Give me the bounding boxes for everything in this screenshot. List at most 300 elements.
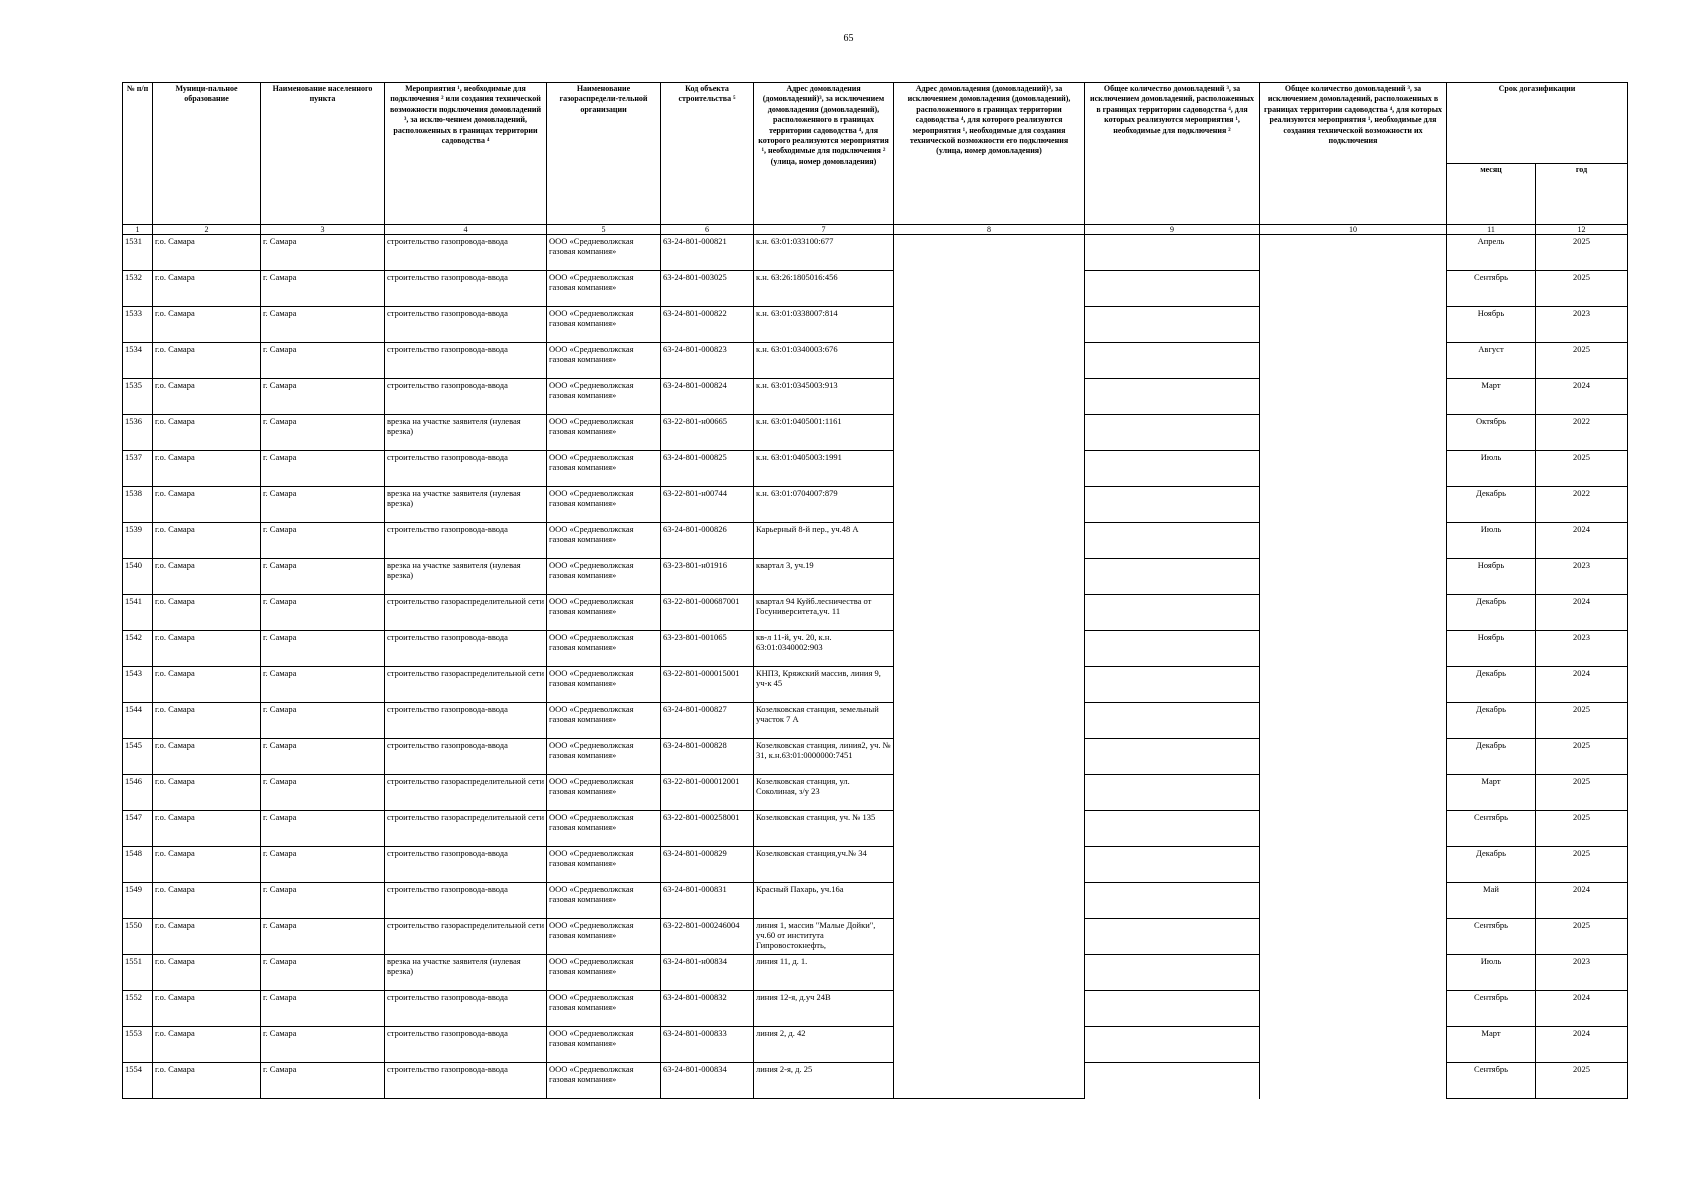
row-number: 1547 (123, 811, 153, 847)
municipality-cell: г.о. Самара (153, 487, 261, 523)
municipality-cell: г.о. Самара (153, 667, 261, 703)
count-connection-cell (1085, 271, 1260, 307)
header-address-technical: Адрес домовладения (домовладений)³, за исключением домовладения (домовладений), расположенного в границах территории садоводства ⁴, для которого реализуются мероприятия ¹, необходимые для создания технической возможности его подключения (улица, номер домовладения) (894, 83, 1085, 225)
organization-cell: ООО «Средневолжская газовая компания» (547, 523, 661, 559)
month-cell: Декабрь (1447, 847, 1536, 883)
address-cell: Красный Пахарь, уч.16а (754, 883, 894, 919)
address-technical-cell (894, 667, 1085, 703)
municipality-cell: г.о. Самара (153, 1063, 261, 1099)
address-cell: линия 11, д. 1. (754, 955, 894, 991)
count-technical-cell (1260, 487, 1447, 523)
count-technical-cell (1260, 343, 1447, 379)
locality-cell: г. Самара (261, 775, 385, 811)
object-code-cell: 63-22-801-000012001 (661, 775, 754, 811)
month-cell: Ноябрь (1447, 307, 1536, 343)
table-row (123, 739, 1628, 775)
row-number: 1554 (123, 1063, 153, 1099)
activity-cell: строительство газораспределительной сети (385, 775, 547, 811)
municipality-cell: г.о. Самара (153, 739, 261, 775)
gasification-table (122, 82, 1628, 1099)
municipality-cell: г.о. Самара (153, 235, 261, 271)
object-code-cell: 63-24-801-н00834 (661, 955, 754, 991)
header-count-technical: Общее количество домовладений ³, за исключением домовладений, расположенных в границах территории садоводства ⁴, для которых реализуются мероприятия ¹, необходимые для создания технической возможности их подключения (1260, 83, 1447, 225)
year-cell: 2022 (1536, 415, 1628, 451)
year-cell: 2025 (1536, 739, 1628, 775)
object-code-cell: 63-22-801-н00744 (661, 487, 754, 523)
count-technical-cell (1260, 379, 1447, 415)
table-row (123, 811, 1628, 847)
object-code-cell: 63-22-801-000015001 (661, 667, 754, 703)
organization-cell: ООО «Средневолжская газовая компания» (547, 847, 661, 883)
year-cell: 2022 (1536, 487, 1628, 523)
activity-cell: строительство газопровода-ввода (385, 307, 547, 343)
address-technical-cell (894, 991, 1085, 1027)
count-connection-cell (1085, 451, 1260, 487)
address-cell: к.н. 63:01:033100:677 (754, 235, 894, 271)
header-address-connection: Адрес домовладения (домовладений)³, за исключением домовладения (домовладений), расположенного в границах территории садоводства ⁴, для которого реализуются мероприятия ¹, необходимые для подключения ² (улица, номер домовладения) (754, 83, 894, 225)
activity-cell: строительство газопровода-ввода (385, 451, 547, 487)
table-row (123, 775, 1628, 811)
table-row (123, 991, 1628, 1027)
row-number: 1543 (123, 667, 153, 703)
address-cell: квартал 94 Куйб.лесничества от Госуниверситета,уч. 11 (754, 595, 894, 631)
locality-cell: г. Самара (261, 559, 385, 595)
object-code-cell: 63-23-801-н01916 (661, 559, 754, 595)
column-number: 3 (261, 225, 385, 235)
activity-cell: строительство газопровода-ввода (385, 631, 547, 667)
header-term: Срок догазификации (1447, 83, 1628, 164)
organization-cell: ООО «Средневолжская газовая компания» (547, 703, 661, 739)
count-connection-cell (1085, 1063, 1260, 1099)
organization-cell: ООО «Средневолжская газовая компания» (547, 919, 661, 955)
activity-cell: строительство газопровода-ввода (385, 1063, 547, 1099)
month-cell: Июль (1447, 451, 1536, 487)
table-row (123, 487, 1628, 523)
row-number: 1540 (123, 559, 153, 595)
address-technical-cell (894, 595, 1085, 631)
count-connection-cell (1085, 739, 1260, 775)
activity-cell: строительство газопровода-ввода (385, 703, 547, 739)
month-cell: Декабрь (1447, 667, 1536, 703)
address-technical-cell (894, 523, 1085, 559)
month-cell: Декабрь (1447, 487, 1536, 523)
row-number: 1536 (123, 415, 153, 451)
activity-cell: строительство газораспределительной сети (385, 811, 547, 847)
address-cell: к.н. 63:01:0340003:676 (754, 343, 894, 379)
organization-cell: ООО «Средневолжская газовая компания» (547, 991, 661, 1027)
count-technical-cell (1260, 811, 1447, 847)
locality-cell: г. Самара (261, 271, 385, 307)
count-connection-cell (1085, 343, 1260, 379)
count-connection-cell (1085, 487, 1260, 523)
header-locality: Наименование населенного пункта (261, 83, 385, 225)
object-code-cell: 63-24-801-000828 (661, 739, 754, 775)
month-cell: Ноябрь (1447, 559, 1536, 595)
object-code-cell: 63-22-801-000258001 (661, 811, 754, 847)
count-connection-cell (1085, 235, 1260, 271)
object-code-cell: 63-24-801-000821 (661, 235, 754, 271)
count-connection-cell (1085, 703, 1260, 739)
activity-cell: строительство газораспределительной сети (385, 919, 547, 955)
organization-cell: ООО «Средневолжская газовая компания» (547, 775, 661, 811)
year-cell: 2025 (1536, 703, 1628, 739)
table-row (123, 451, 1628, 487)
organization-cell: ООО «Средневолжская газовая компания» (547, 811, 661, 847)
month-cell: Сентябрь (1447, 271, 1536, 307)
municipality-cell: г.о. Самара (153, 451, 261, 487)
count-technical-cell (1260, 703, 1447, 739)
municipality-cell: г.о. Самара (153, 847, 261, 883)
row-number: 1538 (123, 487, 153, 523)
organization-cell: ООО «Средневолжская газовая компания» (547, 883, 661, 919)
header-year: год (1536, 164, 1628, 225)
month-cell: Декабрь (1447, 703, 1536, 739)
locality-cell: г. Самара (261, 523, 385, 559)
locality-cell: г. Самара (261, 955, 385, 991)
organization-cell: ООО «Средневолжская газовая компания» (547, 667, 661, 703)
object-code-cell: 63-22-801-000246004 (661, 919, 754, 955)
activity-cell: врезка на участке заявителя (нулевая врезка) (385, 415, 547, 451)
activity-cell: строительство газопровода-ввода (385, 883, 547, 919)
address-technical-cell (894, 451, 1085, 487)
address-technical-cell (894, 415, 1085, 451)
header-row-number: № п/п (123, 83, 153, 225)
row-number: 1541 (123, 595, 153, 631)
organization-cell: ООО «Средневолжская газовая компания» (547, 235, 661, 271)
table-row (123, 667, 1628, 703)
count-connection-cell (1085, 631, 1260, 667)
object-code-cell: 63-24-801-000834 (661, 1063, 754, 1099)
address-technical-cell (894, 559, 1085, 595)
year-cell: 2025 (1536, 451, 1628, 487)
address-technical-cell (894, 883, 1085, 919)
row-number: 1537 (123, 451, 153, 487)
count-connection-cell (1085, 955, 1260, 991)
municipality-cell: г.о. Самара (153, 271, 261, 307)
count-connection-cell (1085, 1027, 1260, 1063)
locality-cell: г. Самара (261, 847, 385, 883)
table-row (123, 379, 1628, 415)
address-technical-cell (894, 343, 1085, 379)
year-cell: 2025 (1536, 271, 1628, 307)
address-technical-cell (894, 631, 1085, 667)
table-row (123, 847, 1628, 883)
locality-cell: г. Самара (261, 667, 385, 703)
count-technical-cell (1260, 775, 1447, 811)
table-row (123, 559, 1628, 595)
count-technical-cell (1260, 631, 1447, 667)
organization-cell: ООО «Средневолжская газовая компания» (547, 343, 661, 379)
count-technical-cell (1260, 847, 1447, 883)
month-cell: Сентябрь (1447, 1063, 1536, 1099)
municipality-cell: г.о. Самара (153, 523, 261, 559)
month-cell: Сентябрь (1447, 811, 1536, 847)
municipality-cell: г.о. Самара (153, 883, 261, 919)
count-connection-cell (1085, 559, 1260, 595)
year-cell: 2024 (1536, 379, 1628, 415)
activity-cell: строительство газопровода-ввода (385, 739, 547, 775)
count-connection-cell (1085, 523, 1260, 559)
address-technical-cell (894, 379, 1085, 415)
count-connection-cell (1085, 379, 1260, 415)
count-connection-cell (1085, 775, 1260, 811)
year-cell: 2024 (1536, 523, 1628, 559)
month-cell: Март (1447, 1027, 1536, 1063)
address-cell: квартал 3, уч.19 (754, 559, 894, 595)
address-technical-cell (894, 235, 1085, 271)
count-technical-cell (1260, 1027, 1447, 1063)
year-cell: 2025 (1536, 235, 1628, 271)
object-code-cell: 63-24-801-003025 (661, 271, 754, 307)
row-number: 1548 (123, 847, 153, 883)
locality-cell: г. Самара (261, 1063, 385, 1099)
month-cell: Сентябрь (1447, 991, 1536, 1027)
count-connection-cell (1085, 595, 1260, 631)
column-number: 11 (1447, 225, 1536, 235)
municipality-cell: г.о. Самара (153, 703, 261, 739)
row-number: 1551 (123, 955, 153, 991)
month-cell: Сентябрь (1447, 919, 1536, 955)
address-technical-cell (894, 811, 1085, 847)
month-cell: Декабрь (1447, 739, 1536, 775)
count-technical-cell (1260, 235, 1447, 271)
address-cell: к.н. 63:26:1805016:456 (754, 271, 894, 307)
municipality-cell: г.о. Самара (153, 991, 261, 1027)
count-technical-cell (1260, 883, 1447, 919)
locality-cell: г. Самара (261, 343, 385, 379)
column-number: 8 (894, 225, 1085, 235)
locality-cell: г. Самара (261, 1027, 385, 1063)
row-number: 1539 (123, 523, 153, 559)
table-row (123, 523, 1628, 559)
month-cell: Июль (1447, 523, 1536, 559)
organization-cell: ООО «Средневолжская газовая компания» (547, 595, 661, 631)
activity-cell: строительство газопровода-ввода (385, 343, 547, 379)
locality-cell: г. Самара (261, 811, 385, 847)
header-object-code: Код объекта строительства ⁵ (661, 83, 754, 225)
locality-cell: г. Самара (261, 883, 385, 919)
count-technical-cell (1260, 955, 1447, 991)
address-cell: к.н. 63:01:0704007:879 (754, 487, 894, 523)
address-cell: линия 12-я, д.уч 24В (754, 991, 894, 1027)
table-row (123, 919, 1628, 955)
address-technical-cell (894, 739, 1085, 775)
locality-cell: г. Самара (261, 703, 385, 739)
table-body (123, 235, 1628, 1099)
row-number: 1535 (123, 379, 153, 415)
row-number: 1553 (123, 1027, 153, 1063)
activity-cell: врезка на участке заявителя (нулевая врезка) (385, 487, 547, 523)
count-connection-cell (1085, 811, 1260, 847)
year-cell: 2023 (1536, 955, 1628, 991)
locality-cell: г. Самара (261, 415, 385, 451)
table-row (123, 343, 1628, 379)
object-code-cell: 63-24-801-000824 (661, 379, 754, 415)
row-number: 1552 (123, 991, 153, 1027)
row-number: 1549 (123, 883, 153, 919)
municipality-cell: г.о. Самара (153, 955, 261, 991)
activity-cell: строительство газопровода-ввода (385, 847, 547, 883)
count-connection-cell (1085, 415, 1260, 451)
month-cell: Май (1447, 883, 1536, 919)
row-number: 1545 (123, 739, 153, 775)
organization-cell: ООО «Средневолжская газовая компания» (547, 631, 661, 667)
year-cell: 2024 (1536, 883, 1628, 919)
locality-cell: г. Самара (261, 379, 385, 415)
activity-cell: строительство газораспределительной сети (385, 595, 547, 631)
organization-cell: ООО «Средневолжская газовая компания» (547, 307, 661, 343)
address-cell: Козелковская станция, уч. № 135 (754, 811, 894, 847)
header-count-connection: Общее количество домовладений ³, за исключением домовладений, расположенных в границах территории садоводства ⁴, для которых реализуются мероприятия ¹, необходимые для подключения ² (1085, 83, 1260, 225)
organization-cell: ООО «Средневолжская газовая компания» (547, 379, 661, 415)
count-connection-cell (1085, 847, 1260, 883)
activity-cell: строительство газопровода-ввода (385, 991, 547, 1027)
month-cell: Апрель (1447, 235, 1536, 271)
count-technical-cell (1260, 271, 1447, 307)
address-cell: к.н. 63:01:0338007:814 (754, 307, 894, 343)
object-code-cell: 63-24-801-000825 (661, 451, 754, 487)
address-cell: к.н. 63:01:0405003:1991 (754, 451, 894, 487)
year-cell: 2025 (1536, 343, 1628, 379)
object-code-cell: 63-24-801-000827 (661, 703, 754, 739)
column-number: 4 (385, 225, 547, 235)
year-cell: 2024 (1536, 991, 1628, 1027)
object-code-cell: 63-24-801-000823 (661, 343, 754, 379)
activity-cell: строительство газопровода-ввода (385, 1027, 547, 1063)
year-cell: 2024 (1536, 595, 1628, 631)
column-number: 10 (1260, 225, 1447, 235)
locality-cell: г. Самара (261, 487, 385, 523)
column-number-row (123, 225, 1628, 235)
organization-cell: ООО «Средневолжская газовая компания» (547, 487, 661, 523)
activity-cell: врезка на участке заявителя (нулевая врезка) (385, 955, 547, 991)
municipality-cell: г.о. Самара (153, 379, 261, 415)
row-number: 1532 (123, 271, 153, 307)
address-technical-cell (894, 487, 1085, 523)
object-code-cell: 63-24-801-000826 (661, 523, 754, 559)
address-technical-cell (894, 703, 1085, 739)
column-number: 9 (1085, 225, 1260, 235)
locality-cell: г. Самара (261, 991, 385, 1027)
organization-cell: ООО «Средневолжская газовая компания» (547, 1063, 661, 1099)
locality-cell: г. Самара (261, 919, 385, 955)
header-gas-organization: Наименование газораспредели-тельной организации (547, 83, 661, 225)
count-technical-cell (1260, 595, 1447, 631)
column-number: 2 (153, 225, 261, 235)
object-code-cell: 63-22-801-н00665 (661, 415, 754, 451)
address-cell: к.н. 63:01:0405001:1161 (754, 415, 894, 451)
municipality-cell: г.о. Самара (153, 1027, 261, 1063)
address-technical-cell (894, 919, 1085, 955)
organization-cell: ООО «Средневолжская газовая компания» (547, 451, 661, 487)
count-technical-cell (1260, 739, 1447, 775)
count-technical-cell (1260, 415, 1447, 451)
year-cell: 2023 (1536, 307, 1628, 343)
address-technical-cell (894, 1063, 1085, 1099)
locality-cell: г. Самара (261, 739, 385, 775)
table-row (123, 955, 1628, 991)
column-number: 5 (547, 225, 661, 235)
organization-cell: ООО «Средневолжская газовая компания» (547, 739, 661, 775)
activity-cell: строительство газопровода-ввода (385, 235, 547, 271)
locality-cell: г. Самара (261, 631, 385, 667)
count-connection-cell (1085, 667, 1260, 703)
address-technical-cell (894, 847, 1085, 883)
count-technical-cell (1260, 919, 1447, 955)
table-row (123, 883, 1628, 919)
activity-cell: строительство газораспределительной сети (385, 667, 547, 703)
count-connection-cell (1085, 307, 1260, 343)
municipality-cell: г.о. Самара (153, 307, 261, 343)
row-number: 1533 (123, 307, 153, 343)
count-connection-cell (1085, 883, 1260, 919)
row-number: 1544 (123, 703, 153, 739)
count-technical-cell (1260, 523, 1447, 559)
table-row (123, 703, 1628, 739)
activity-cell: врезка на участке заявителя (нулевая врезка) (385, 559, 547, 595)
count-technical-cell (1260, 667, 1447, 703)
address-cell: линия 2-я, д. 25 (754, 1063, 894, 1099)
year-cell: 2024 (1536, 667, 1628, 703)
table-row (123, 271, 1628, 307)
locality-cell: г. Самара (261, 235, 385, 271)
year-cell: 2023 (1536, 559, 1628, 595)
municipality-cell: г.о. Самара (153, 811, 261, 847)
month-cell: Август (1447, 343, 1536, 379)
address-cell: КНПЗ, Кряжский массив, линия 9, уч-к 45 (754, 667, 894, 703)
year-cell: 2025 (1536, 811, 1628, 847)
activity-cell: строительство газопровода-ввода (385, 271, 547, 307)
table-row (123, 595, 1628, 631)
header-month: месяц (1447, 164, 1536, 225)
header-municipality: Муници-пальное образование (153, 83, 261, 225)
month-cell: Ноябрь (1447, 631, 1536, 667)
column-number: 1 (123, 225, 153, 235)
table-row (123, 307, 1628, 343)
count-technical-cell (1260, 559, 1447, 595)
table-header (123, 83, 1628, 235)
count-connection-cell (1085, 991, 1260, 1027)
address-technical-cell (894, 955, 1085, 991)
object-code-cell: 63-24-801-000822 (661, 307, 754, 343)
object-code-cell: 63-24-801-000832 (661, 991, 754, 1027)
month-cell: Декабрь (1447, 595, 1536, 631)
year-cell: 2025 (1536, 919, 1628, 955)
count-connection-cell (1085, 919, 1260, 955)
municipality-cell: г.о. Самара (153, 631, 261, 667)
address-cell: линия 2, д. 42 (754, 1027, 894, 1063)
table-row (123, 235, 1628, 271)
year-cell: 2025 (1536, 847, 1628, 883)
organization-cell: ООО «Средневолжская газовая компания» (547, 955, 661, 991)
address-technical-cell (894, 1027, 1085, 1063)
count-technical-cell (1260, 991, 1447, 1027)
row-number: 1542 (123, 631, 153, 667)
column-number: 12 (1536, 225, 1628, 235)
address-cell: Козелковская станция, ул. Соколиная, з/у 23 (754, 775, 894, 811)
address-cell: кв-л 11-й, уч. 20, к.н. 63:01:0340002:903 (754, 631, 894, 667)
table-row (123, 631, 1628, 667)
row-number: 1534 (123, 343, 153, 379)
row-number: 1550 (123, 919, 153, 955)
month-cell: Март (1447, 775, 1536, 811)
organization-cell: ООО «Средневолжская газовая компания» (547, 559, 661, 595)
object-code-cell: 63-24-801-000833 (661, 1027, 754, 1063)
year-cell: 2025 (1536, 1063, 1628, 1099)
address-cell: линия 1, массив "Малые Дойки", уч.60 от института Гипровостокнефть, (754, 919, 894, 955)
column-number: 6 (661, 225, 754, 235)
year-cell: 2024 (1536, 1027, 1628, 1063)
